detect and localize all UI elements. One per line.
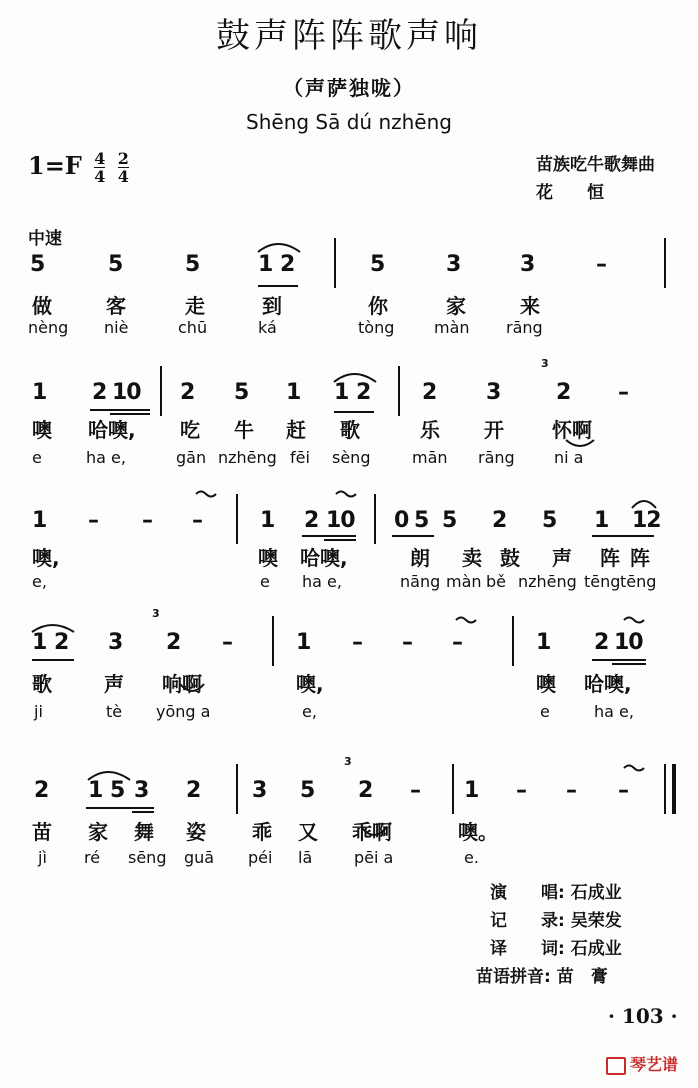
pinyin: guā xyxy=(184,848,215,867)
note: – xyxy=(566,778,577,803)
subtitle: （声萨独咙） xyxy=(283,76,415,100)
lyric: 乖啊 xyxy=(352,820,392,844)
note: 10 xyxy=(326,508,355,533)
note: 12 xyxy=(632,508,661,533)
bar-line xyxy=(160,366,162,416)
note: 1 xyxy=(260,508,276,533)
bar-line xyxy=(512,616,514,666)
pinyin: e xyxy=(260,572,270,591)
note: 5 xyxy=(234,380,250,405)
credit-pinyin: 苗语拼音: 苗 膏 xyxy=(476,967,608,987)
page-title: 鼓声阵阵歌声响 xyxy=(216,16,482,56)
note: 2 xyxy=(180,380,196,405)
lyric: 阵 xyxy=(630,546,650,570)
slur-mark xyxy=(258,244,300,252)
note: 2 xyxy=(166,630,182,655)
lyric: 响啊 xyxy=(162,672,202,696)
pinyin: sèng xyxy=(332,448,371,467)
pinyin: sēng xyxy=(128,848,167,867)
pinyin: e xyxy=(32,448,42,467)
note: 3 xyxy=(108,630,124,655)
trill-mark xyxy=(624,618,644,623)
grace-note: 3 xyxy=(152,607,160,620)
pinyin: niè xyxy=(104,318,129,337)
note: 1 xyxy=(536,630,552,655)
grace-note: 3 xyxy=(344,755,352,768)
lyric: 哈噢, xyxy=(584,672,632,696)
note: 5 xyxy=(442,508,458,533)
page-number: · 103 · xyxy=(608,1004,678,1028)
time-signature-1: $\frac{4}{4}$ xyxy=(94,149,106,186)
note: – xyxy=(596,252,607,277)
pinyin: fēi xyxy=(290,448,310,467)
subtitle-pinyin: Shēng Sā dú nzhēng xyxy=(246,110,452,134)
lyric: 噢 xyxy=(32,418,52,442)
note: 1 xyxy=(32,508,48,533)
lyric: 噢, xyxy=(296,672,324,696)
note: 1 xyxy=(32,380,48,405)
pinyin: ha e, xyxy=(302,572,342,591)
tempo-marking: 中速 xyxy=(28,229,62,249)
pinyin: ká xyxy=(258,318,277,337)
pinyin: lā xyxy=(298,848,313,867)
lyric: 赶 xyxy=(286,418,306,442)
pinyin: tēng xyxy=(620,572,657,591)
note: 3 xyxy=(252,778,268,803)
pinyin: chū xyxy=(178,318,208,337)
lyric: 你 xyxy=(368,294,388,318)
note: – xyxy=(402,630,413,655)
pinyin: ni a xyxy=(554,448,584,467)
note: 2 xyxy=(280,252,296,277)
lyric: 噢 xyxy=(536,672,556,696)
credit-performer: 演 唱: 石成业 xyxy=(490,883,622,903)
lyric: 乐 xyxy=(420,418,440,442)
pinyin: e, xyxy=(302,702,317,721)
bar-line xyxy=(664,238,666,288)
note: – xyxy=(88,508,99,533)
note: 2 xyxy=(54,630,70,655)
note: – xyxy=(352,630,363,655)
lyric: 鼓 xyxy=(500,546,520,570)
pinyin: ha e, xyxy=(86,448,126,467)
logo-icon xyxy=(606,1057,626,1075)
note: 2 xyxy=(594,630,610,655)
note: 5 xyxy=(30,252,46,277)
note: 1 xyxy=(258,252,274,277)
note: – xyxy=(142,508,153,533)
bar-line xyxy=(452,764,454,814)
note: 2 xyxy=(92,380,108,405)
pinyin: nzhēng xyxy=(218,448,277,467)
trill-mark xyxy=(196,492,216,497)
credit-translator: 译 词: 石成业 xyxy=(490,939,622,959)
bar-line xyxy=(236,764,238,814)
pinyin: e. xyxy=(464,848,479,867)
note: 2 xyxy=(358,778,374,803)
note: 5 xyxy=(110,778,126,803)
composer: 花 恒 xyxy=(536,183,604,203)
note: – xyxy=(410,778,421,803)
pinyin: màn xyxy=(446,572,482,591)
note: 5 xyxy=(542,508,558,533)
lyric: 哈噢, xyxy=(300,546,348,570)
bar-line xyxy=(398,366,400,416)
lyric: 阵 xyxy=(600,546,620,570)
note: 1 xyxy=(32,630,48,655)
pinyin: pēi a xyxy=(354,848,394,867)
pinyin: ji xyxy=(34,702,43,721)
site-watermark: 琴艺谱 xyxy=(606,1052,678,1075)
pinyin: tè xyxy=(106,702,123,721)
pinyin: nèng xyxy=(28,318,69,337)
note: 5 xyxy=(185,252,201,277)
note: – xyxy=(618,778,629,803)
pinyin: yōng a xyxy=(156,702,211,721)
note: 3 xyxy=(520,252,536,277)
lyric: 哈噢, xyxy=(88,418,136,442)
lyric: 朗 xyxy=(410,546,430,570)
note: 1 xyxy=(296,630,312,655)
key-label: 1=F xyxy=(28,151,82,180)
note: 10 xyxy=(112,380,141,405)
note: – xyxy=(452,630,463,655)
lyric: 声 xyxy=(552,546,572,570)
origin: 苗族吃牛歌舞曲 xyxy=(536,155,655,175)
final-bar-thin xyxy=(664,764,666,814)
credit-recorder: 记 录: 吴荣发 xyxy=(490,911,622,931)
lyric: 歌 xyxy=(340,418,360,442)
grace-note: 3 xyxy=(541,357,549,370)
lyric: 家 xyxy=(446,294,466,318)
slur-mark xyxy=(632,501,656,508)
lyric: 走 xyxy=(185,294,205,318)
note: – xyxy=(618,380,629,405)
pinyin: ré xyxy=(84,848,101,867)
pinyin: nāng xyxy=(400,572,441,591)
note: 1 xyxy=(464,778,480,803)
pinyin: ha e, xyxy=(594,702,634,721)
note: 5 xyxy=(300,778,316,803)
note: 3 xyxy=(134,778,150,803)
note: 3 xyxy=(486,380,502,405)
note: 5 xyxy=(414,508,430,533)
lyric: 家 xyxy=(88,820,108,844)
lyric: 声 xyxy=(104,672,124,696)
pinyin: gān xyxy=(176,448,207,467)
lyric: 又 xyxy=(298,820,318,844)
lyric: 乖 xyxy=(252,820,272,844)
trill-mark xyxy=(336,492,356,497)
lyric: 吃 xyxy=(180,418,200,442)
pinyin: e, xyxy=(32,572,47,591)
note: 2 xyxy=(186,778,202,803)
note: 1 xyxy=(88,778,104,803)
pinyin: nzhēng xyxy=(518,572,577,591)
lyric: 开 xyxy=(484,418,504,442)
pinyin: tòng xyxy=(358,318,395,337)
lyric: 噢。 xyxy=(458,820,498,844)
note: 0 xyxy=(394,508,410,533)
note: 5 xyxy=(108,252,124,277)
note: 2 xyxy=(304,508,320,533)
bar-line xyxy=(374,494,376,544)
bar-line xyxy=(334,238,336,288)
pinyin: mān xyxy=(412,448,448,467)
pinyin: màn xyxy=(434,318,470,337)
note: 10 xyxy=(614,630,643,655)
lyric: 怀啊 xyxy=(552,418,592,442)
note: 5 xyxy=(370,252,386,277)
key-signature xyxy=(28,150,129,185)
lyric: 舞 xyxy=(134,820,154,844)
lyric: 噢 xyxy=(258,546,278,570)
lyric: 来 xyxy=(520,294,540,318)
final-bar-thick xyxy=(672,764,676,814)
note: – xyxy=(516,778,527,803)
lyric: 牛 xyxy=(234,418,254,442)
lyric: 姿 xyxy=(186,820,206,844)
pinyin: jì xyxy=(38,848,47,867)
lyric: 苗 xyxy=(32,820,52,844)
pinyin: rāng xyxy=(506,318,543,337)
lyric: 客 xyxy=(106,294,126,318)
lyric: 到 xyxy=(262,294,282,318)
pinyin: rāng xyxy=(478,448,515,467)
bar-line xyxy=(272,616,274,666)
trill-mark xyxy=(624,766,644,771)
note: – xyxy=(222,630,233,655)
lyric: 做 xyxy=(32,294,52,318)
note: 3 xyxy=(446,252,462,277)
lyric: 噢, xyxy=(32,546,60,570)
note: 2 xyxy=(422,380,438,405)
pinyin: péi xyxy=(248,848,273,867)
pinyin: bě xyxy=(486,572,506,591)
lyric: 卖 xyxy=(462,546,482,570)
note: 2 xyxy=(492,508,508,533)
note: 1 xyxy=(594,508,610,533)
note: 2 xyxy=(556,380,572,405)
note: 1 xyxy=(286,380,302,405)
note: – xyxy=(192,508,203,533)
pinyin: e xyxy=(540,702,550,721)
pinyin: tēng xyxy=(584,572,621,591)
note: 2 xyxy=(356,380,372,405)
note: 1 xyxy=(334,380,350,405)
note: 2 xyxy=(34,778,50,803)
time-signature-2: $\frac{2}{4}$ xyxy=(117,149,129,186)
lyric: 歌 xyxy=(32,672,52,696)
bar-line xyxy=(236,494,238,544)
trill-mark xyxy=(456,618,476,623)
